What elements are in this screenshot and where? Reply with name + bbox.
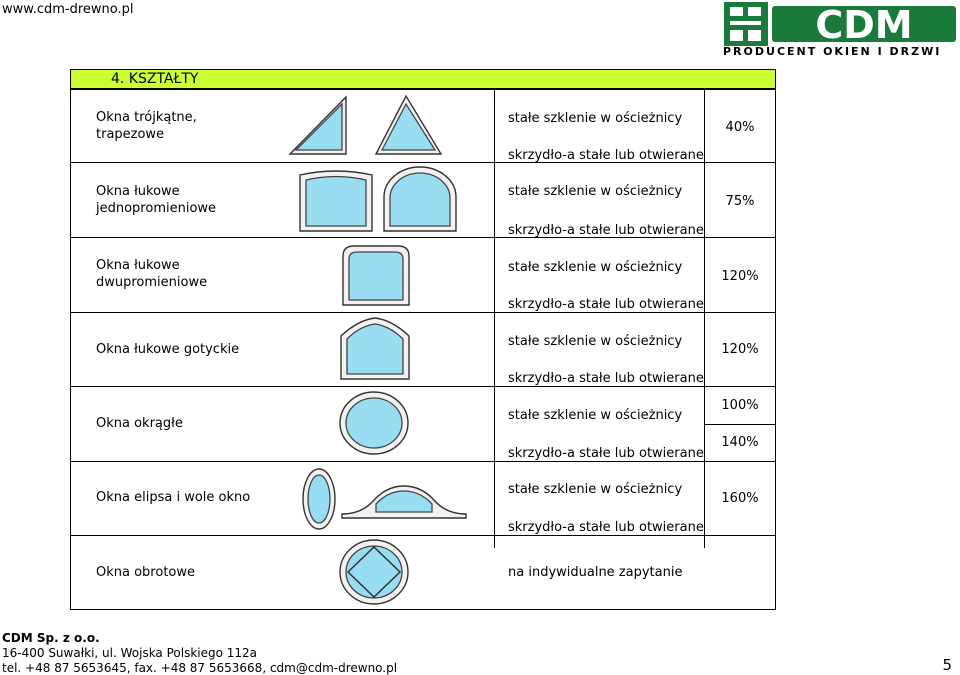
row-label-round: Okna okrągłe bbox=[96, 416, 183, 431]
footer-address: 16-400 Suwałki, ul. Wojska Polskiego 112a bbox=[2, 646, 258, 660]
price-surcharge: 120% bbox=[721, 342, 759, 357]
double-arch-window-icon bbox=[340, 242, 412, 308]
option-sash: skrzydło-a stałe lub otwierane bbox=[508, 446, 704, 461]
option-fixed: stałe szklenie w ościeżnicy bbox=[508, 111, 683, 126]
section-title: 4. KSZTAŁTY bbox=[111, 71, 199, 87]
option-fixed: stałe szklenie w ościeżnicy bbox=[508, 260, 683, 275]
option-fixed: stałe szklenie w ościeżnicy bbox=[508, 334, 683, 349]
option-fixed: stałe szklenie w ościeżnicy bbox=[508, 482, 683, 497]
footer-company: CDM Sp. z o.o. bbox=[2, 631, 100, 645]
price-surcharge: 160% bbox=[721, 491, 759, 506]
cell-divider bbox=[704, 424, 776, 425]
option-fixed: stałe szklenie w ościeżnicy bbox=[508, 184, 683, 199]
option-sash: skrzydło-a stałe lub otwierane bbox=[508, 297, 704, 312]
option-fixed: stałe szklenie w ościeżnicy bbox=[508, 408, 683, 423]
gothic-arch-window-icon bbox=[338, 316, 412, 382]
pivot-window-icon bbox=[338, 538, 410, 606]
option-sash: skrzydło-a stałe lub otwierane bbox=[508, 223, 704, 238]
row-label-pivot: Okna obrotowe bbox=[96, 565, 195, 580]
option-sash: skrzydło-a stałe lub otwierane bbox=[508, 520, 704, 535]
page-number: 5 bbox=[942, 656, 952, 674]
row-label-double-arch: Okna łukowe dwupromieniowe bbox=[96, 258, 208, 290]
price-surcharge: 40% bbox=[725, 120, 755, 135]
option-sash: skrzydło-a stałe lub otwierane bbox=[508, 148, 704, 163]
option-individual: na indywidualne zapytanie bbox=[508, 565, 683, 580]
single-arch-window-icon bbox=[296, 165, 464, 233]
ellipse-window-icon bbox=[300, 466, 470, 532]
round-window-icon bbox=[338, 390, 410, 456]
price-surcharge: 100% bbox=[721, 398, 759, 413]
price-surcharge: 75% bbox=[725, 194, 755, 209]
website-url[interactable]: www.cdm-drewno.pl bbox=[2, 2, 134, 17]
tagline: PRODUCENT OKIEN I DRZWI bbox=[723, 45, 942, 58]
footer-contact: tel. +48 87 5653645, fax. +48 87 5653668, cdm@cdm-drewno.pl bbox=[2, 661, 398, 675]
triangle-window-icon bbox=[286, 94, 446, 158]
column-divider bbox=[704, 89, 705, 548]
section-header bbox=[70, 69, 776, 89]
row-label-single-arch: Okna łukowe jednopromieniowe bbox=[96, 184, 217, 216]
row-label-ellipse: Okna elipsa i wole okno bbox=[96, 490, 251, 505]
price-surcharge-sash: 140% bbox=[721, 435, 759, 450]
option-sash: skrzydło-a stałe lub otwierane bbox=[508, 371, 704, 386]
column-divider bbox=[494, 89, 495, 548]
logo-text: CDM bbox=[815, 3, 913, 47]
price-surcharge: 120% bbox=[721, 269, 759, 284]
row-label-triangular: Okna trójkątne, trapezowe bbox=[96, 110, 197, 142]
row-label-gothic-arch: Okna łukowe gotyckie bbox=[96, 342, 240, 357]
